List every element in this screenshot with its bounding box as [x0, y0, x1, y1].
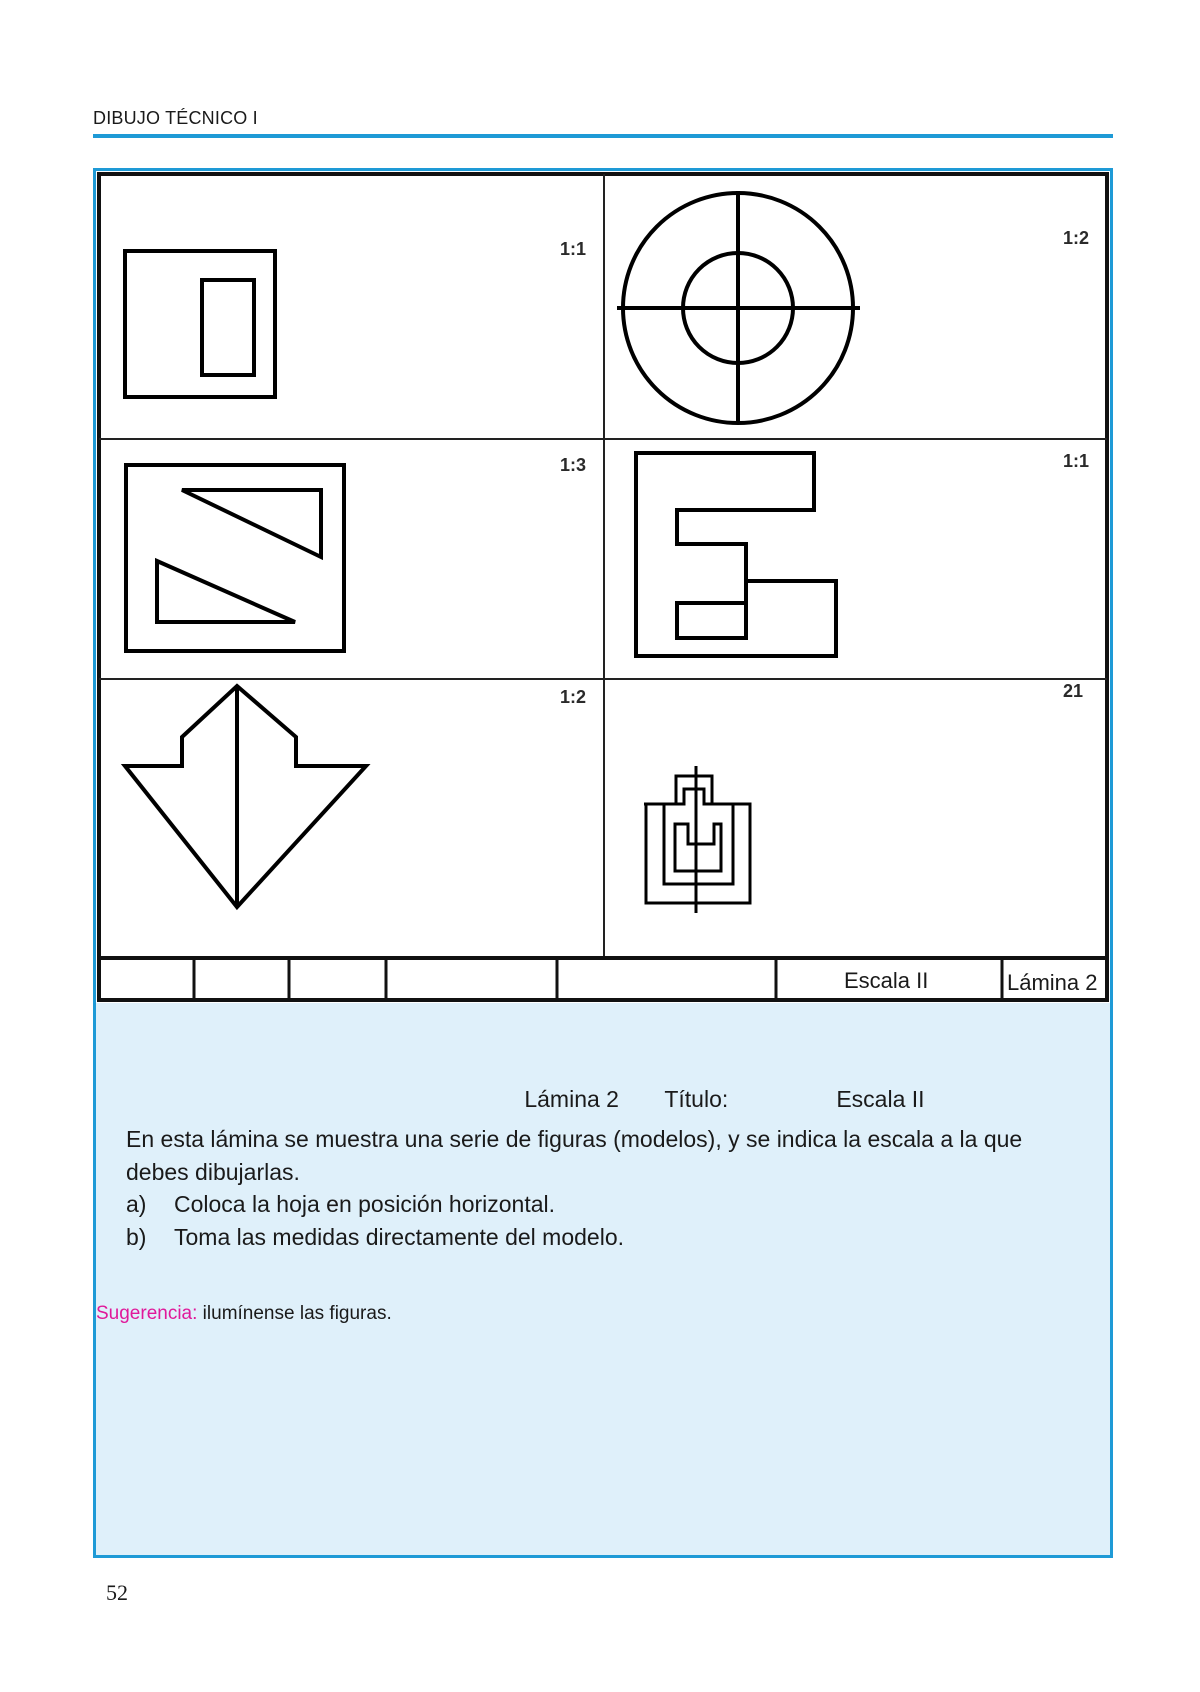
title-value: Escala II — [836, 1086, 925, 1112]
panel-scale-label: 1:1 — [1063, 451, 1090, 471]
figure-triangles-in-rectangle — [126, 465, 344, 651]
sheet-number: Lámina 2 — [524, 1086, 619, 1112]
panel-scale-label: 1:2 — [560, 687, 587, 707]
figure-arrow-shape — [125, 686, 366, 907]
list-text: Toma las medidas directamente del modelo. — [174, 1224, 625, 1250]
list-item — [126, 1188, 624, 1221]
hint — [96, 1303, 392, 1325]
list-text: Coloca la hoja en posición horizontal. — [174, 1191, 556, 1217]
hint-text: ilumínense las figuras. — [197, 1303, 392, 1324]
page-number: 52 — [106, 1580, 128, 1605]
panel-scale-label: 1:3 — [560, 455, 587, 475]
drawing-sheet-svg — [96, 171, 1110, 1003]
figure-concentric-circles — [617, 191, 860, 424]
steps-list — [126, 1188, 624, 1254]
header-rule — [93, 134, 1113, 138]
exercise-sheet — [93, 168, 1113, 1558]
drawing-sheet — [96, 171, 1110, 1003]
intro-text: En esta lámina se muestra una serie de figuras (modelos), y se indica la escala a la que debes dibujarlas. — [126, 1126, 1023, 1185]
list-item — [126, 1221, 624, 1254]
hint-label: Sugerencia: — [96, 1303, 198, 1324]
list-marker: a) — [126, 1191, 147, 1217]
figure-rectangle-in-square — [125, 251, 275, 397]
panel-scale-label: 1:1 — [560, 239, 587, 259]
panel-scale-label: 21 — [1063, 681, 1084, 701]
title-label: Título: — [664, 1086, 729, 1112]
title-block-title: Escala II — [844, 968, 929, 993]
running-header: DIBUJO TÉCNICO I — [93, 108, 258, 128]
exercise-content — [96, 1003, 1110, 1555]
panel-scale-label: 1:2 — [1063, 228, 1090, 248]
list-marker: b) — [126, 1224, 147, 1250]
figure-e-profile — [636, 453, 836, 656]
title-block-sheet-number: Lámina 2 — [1007, 970, 1098, 995]
figure-nested-profile — [644, 766, 750, 913]
